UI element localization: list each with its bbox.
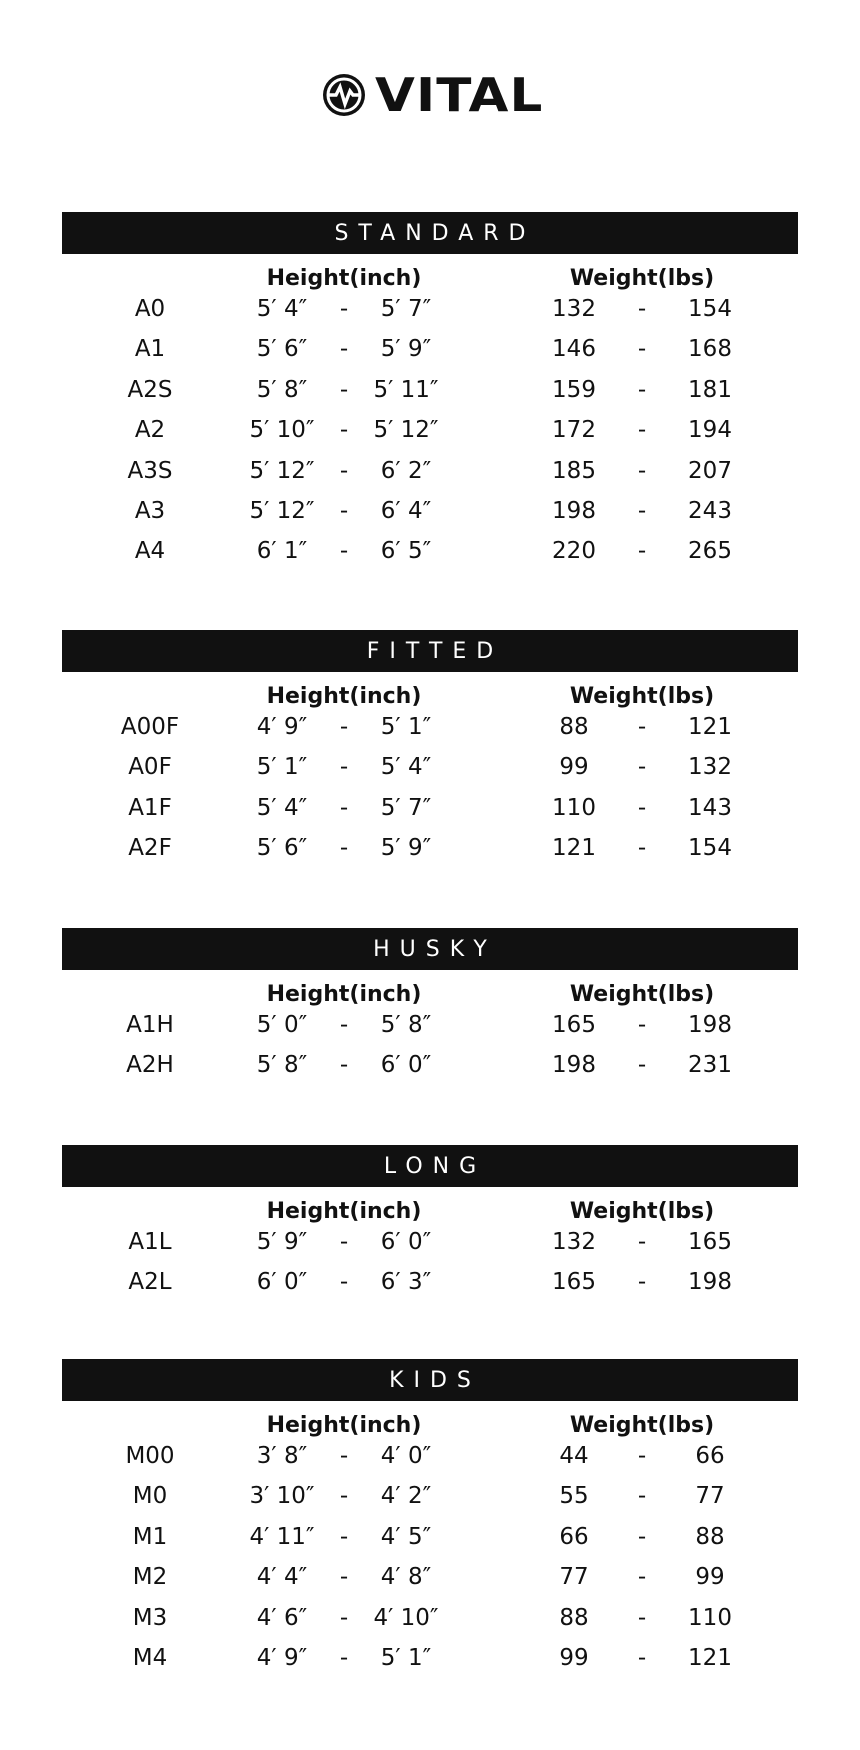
weight-range-dash: - [637,1012,647,1038]
size-label: A2S [127,376,173,403]
height-max: 5′ 1″ [380,714,432,740]
size-label: A1L [128,1229,172,1255]
weight-min: 165 [552,1269,596,1296]
size-label: M2 [132,1564,168,1591]
weight-min: 146 [552,336,596,363]
height-min: 5′ 12″ [249,497,315,524]
size-label: M1 [132,1523,168,1550]
height-max: 5′ 7″ [380,296,432,322]
height-range-dash: - [339,1604,349,1631]
weight-range-dash: - [637,376,647,403]
size-row [62,328,798,368]
height-max: 5′ 9″ [380,835,432,862]
weight-max: 198 [688,1012,732,1038]
size-row [62,1044,798,1084]
height-range-dash: - [339,1483,349,1510]
weight-min: 110 [552,794,596,821]
weight-max: 132 [688,754,732,781]
height-header: Height(inch) [266,266,422,291]
height-max: 4′ 5″ [380,1523,432,1550]
size-label: M3 [132,1604,168,1631]
size-label: A2 [134,417,166,444]
height-min: 5′ 4″ [256,296,308,322]
weight-range-dash: - [637,1523,647,1550]
size-label: A1 [134,336,166,363]
size-label: A00F [120,714,180,740]
weight-min: 99 [559,1644,589,1671]
size-label: A2H [126,1052,174,1079]
height-min: 3′ 8″ [256,1443,308,1469]
weight-range-dash: - [637,1269,647,1296]
height-range-dash: - [339,1052,349,1079]
weight-range-dash: - [637,794,647,821]
weight-min: 88 [559,714,589,740]
height-range-dash: - [339,538,349,565]
section-fitted [62,630,798,868]
weight-max: 154 [688,296,732,322]
size-row [62,1597,798,1637]
size-label: A4 [134,538,166,565]
height-min: 5′ 10″ [249,417,315,444]
weight-max: 231 [688,1052,732,1079]
weight-min: 172 [552,417,596,444]
height-range-dash: - [339,1523,349,1550]
height-min: 5′ 1″ [256,754,308,781]
section-husky [62,928,798,1085]
height-min: 4′ 11″ [249,1523,315,1550]
size-row [62,746,798,786]
weight-min: 198 [552,1052,596,1079]
height-range-dash: - [339,417,349,444]
height-range-dash: - [339,714,349,740]
height-max: 5′ 9″ [380,336,432,363]
column-headers [62,1187,798,1224]
height-min: 6′ 1″ [256,538,308,565]
weight-range-dash: - [637,457,647,484]
size-label: A2L [128,1269,172,1296]
height-range-dash: - [339,1443,349,1469]
size-label: A1H [126,1012,174,1038]
weight-range-dash: - [637,1443,647,1469]
height-min: 5′ 12″ [249,457,315,484]
section-title: STANDARD [62,212,798,254]
section-kids [62,1359,798,1677]
weight-min: 159 [552,376,596,403]
weight-range-dash: - [637,1483,647,1510]
height-header: Height(inch) [266,1413,422,1438]
height-range-dash: - [339,1564,349,1591]
height-range-dash: - [339,1644,349,1671]
size-label: A1F [128,794,172,821]
size-label: M00 [125,1443,175,1469]
size-label: A3S [127,457,173,484]
height-max: 6′ 0″ [380,1229,432,1255]
weight-max: 66 [695,1443,725,1469]
weight-range-dash: - [637,1644,647,1671]
height-range-dash: - [339,835,349,862]
weight-min: 99 [559,754,589,781]
weight-min: 132 [552,296,596,322]
height-min: 4′ 9″ [256,714,308,740]
weight-range-dash: - [637,714,647,740]
weight-range-dash: - [637,417,647,444]
height-range-dash: - [339,754,349,781]
weight-range-dash: - [637,1052,647,1079]
weight-max: 194 [688,417,732,444]
height-max: 6′ 4″ [380,497,432,524]
column-headers [62,672,798,709]
size-row [62,827,798,867]
size-row [62,787,798,827]
size-row [62,369,798,409]
height-range-dash: - [339,376,349,403]
weight-range-dash: - [637,1604,647,1631]
height-max: 6′ 0″ [380,1052,432,1079]
section-standard [62,212,798,571]
weight-min: 44 [559,1443,589,1469]
size-label: A2F [128,835,172,862]
weight-max: 154 [688,835,732,862]
weight-max: 121 [688,1644,732,1671]
height-min: 5′ 9″ [256,1229,308,1255]
height-min: 4′ 9″ [256,1644,308,1671]
size-label: A3 [134,497,166,524]
size-row [62,1435,798,1475]
weight-range-dash: - [637,1229,647,1255]
height-min: 5′ 6″ [256,835,308,862]
height-max: 6′ 5″ [380,538,432,565]
size-row [62,1261,798,1301]
column-headers [62,970,798,1007]
height-max: 5′ 8″ [380,1012,432,1038]
height-range-dash: - [339,497,349,524]
weight-min: 121 [552,835,596,862]
height-range-dash: - [339,457,349,484]
weight-max: 165 [688,1229,732,1255]
height-range-dash: - [339,1229,349,1255]
column-headers [62,1401,798,1438]
weight-min: 220 [552,538,596,565]
weight-max: 77 [695,1483,725,1510]
weight-header: Weight(lbs) [569,266,715,291]
height-max: 4′ 10″ [373,1604,439,1631]
size-row [62,490,798,530]
weight-max: 265 [688,538,732,565]
section-title: HUSKY [62,928,798,970]
size-row [62,1221,798,1261]
weight-range-dash: - [637,754,647,781]
height-min: 5′ 4″ [256,794,308,821]
size-label: M0 [132,1483,168,1510]
height-max: 5′ 7″ [380,794,432,821]
brand-logo [0,68,860,122]
height-min: 4′ 6″ [256,1604,308,1631]
weight-max: 110 [688,1604,732,1631]
weight-header: Weight(lbs) [569,1413,715,1438]
height-min: 5′ 0″ [256,1012,308,1038]
size-row [62,1556,798,1596]
weight-min: 66 [559,1523,589,1550]
weight-min: 165 [552,1012,596,1038]
weight-max: 143 [688,794,732,821]
height-min: 3′ 10″ [249,1483,315,1510]
size-label: A0F [128,754,172,781]
brand-name: VITAL [374,68,544,122]
height-max: 4′ 2″ [380,1483,432,1510]
height-max: 6′ 2″ [380,457,432,484]
height-min: 5′ 8″ [256,376,308,403]
height-min: 4′ 4″ [256,1564,308,1591]
size-row [62,450,798,490]
weight-min: 77 [559,1564,589,1591]
weight-min: 185 [552,457,596,484]
size-row [62,1637,798,1677]
size-row [62,409,798,449]
weight-max: 198 [688,1269,732,1296]
height-max: 5′ 11″ [373,376,439,403]
section-title: FITTED [62,630,798,672]
height-max: 5′ 12″ [373,417,439,444]
weight-max: 168 [688,336,732,363]
vital-pulse-circle-icon [321,72,367,118]
height-range-dash: - [339,336,349,363]
size-row [62,1004,798,1044]
height-min: 5′ 8″ [256,1052,308,1079]
weight-max: 99 [695,1564,725,1591]
height-max: 5′ 4″ [380,754,432,781]
section-title: LONG [62,1145,798,1187]
weight-header: Weight(lbs) [569,982,715,1007]
size-label: M4 [132,1644,168,1671]
weight-min: 88 [559,1604,589,1631]
size-row [62,706,798,746]
weight-header: Weight(lbs) [569,1199,715,1224]
weight-range-dash: - [637,296,647,322]
height-max: 5′ 1″ [380,1644,432,1671]
height-min: 6′ 0″ [256,1269,308,1296]
height-range-dash: - [339,794,349,821]
height-header: Height(inch) [266,1199,422,1224]
weight-range-dash: - [637,1564,647,1591]
height-range-dash: - [339,1269,349,1296]
weight-max: 207 [688,457,732,484]
weight-max: 88 [695,1523,725,1550]
height-max: 4′ 0″ [380,1443,432,1469]
section-title: KIDS [62,1359,798,1401]
weight-range-dash: - [637,336,647,363]
height-header: Height(inch) [266,684,422,709]
height-min: 5′ 6″ [256,336,308,363]
height-range-dash: - [339,1012,349,1038]
weight-min: 55 [559,1483,589,1510]
size-row [62,530,798,570]
section-long [62,1145,798,1302]
weight-max: 121 [688,714,732,740]
weight-min: 132 [552,1229,596,1255]
weight-range-dash: - [637,538,647,565]
size-label: A0 [134,296,166,322]
column-headers [62,254,798,291]
height-range-dash: - [339,296,349,322]
size-row [62,288,798,328]
weight-max: 243 [688,497,732,524]
weight-max: 181 [688,376,732,403]
size-row [62,1475,798,1515]
height-max: 4′ 8″ [380,1564,432,1591]
weight-range-dash: - [637,835,647,862]
weight-min: 198 [552,497,596,524]
weight-range-dash: - [637,497,647,524]
weight-header: Weight(lbs) [569,684,715,709]
height-max: 6′ 3″ [380,1269,432,1296]
height-header: Height(inch) [266,982,422,1007]
size-row [62,1516,798,1556]
